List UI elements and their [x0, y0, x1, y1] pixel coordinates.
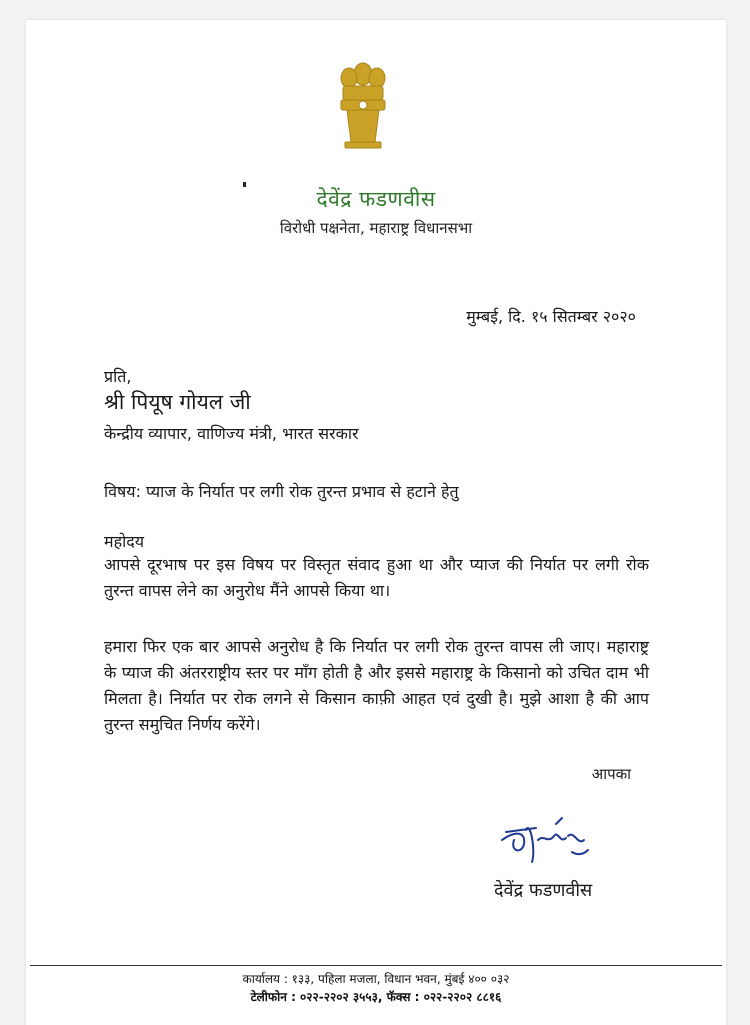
body-paragraph-2: हमारा फिर एक बार आपसे अनुरोध है कि निर्यात पर लगी रोक तुरन्त वापस ली जाए। महाराष्ट्र के प्याज की अंतरराष्ट्रीय स्तर पर माँग होती है और इससे महाराष्ट्र के किसानो को उचित दाम भी मिलता है। निर्यात पर रोक लगने से किसान काफ़ी आहत एवं दुखी है। मुझे आशा है की आप तुरन्त समुचित निर्णय करेंगे।: [104, 637, 649, 734]
footer-office-address: कार्यालय : १३३, पहिला मजला, विधान भवन, मुंबई ४०० ०३२: [242, 972, 510, 986]
letter-page: [26, 20, 726, 1025]
body-paragraph-1: आपसे दूरभाष पर इस विषय पर विस्तृत संवाद हुआ था और प्याज की निर्यात पर लगी रोक तुरन्त वापस लेने का अनुरोध मैंने आपसे किया था।: [104, 555, 649, 600]
footer-divider: [30, 965, 722, 966]
salutation: महोदय: [104, 532, 144, 551]
ashoka-emblem-icon: [333, 54, 393, 154]
signer-name: देवेंद्र फडणवीस: [494, 880, 593, 901]
recipient-title: केन्द्रीय व्यापार, वाणिज्य मंत्री, भारत सरकार: [104, 424, 359, 443]
recipient-name: श्री पियूष गोयल जी: [104, 390, 251, 414]
footer-contact: टेलीफोन : ०२२-२२०२ ३५५३, फॅक्स : ०२२-२२०२ ८८१६: [250, 990, 502, 1004]
letterhead-designation: विरोधी पक्षनेता, महाराष्ट्र विधानसभा: [279, 219, 473, 237]
closing: आपका: [591, 765, 631, 783]
date-line: मुम्बई, दि. १५ सितम्बर २०२०: [466, 307, 636, 326]
subject-line: विषय: प्याज के निर्यात पर लगी रोक तुरन्त प्रभाव से हटाने हेतु: [104, 482, 459, 501]
recipient-to-label: प्रति,: [104, 367, 132, 386]
handwritten-signature: [496, 810, 596, 870]
letterhead-name: देवेंद्र फडणवीस: [316, 187, 436, 211]
